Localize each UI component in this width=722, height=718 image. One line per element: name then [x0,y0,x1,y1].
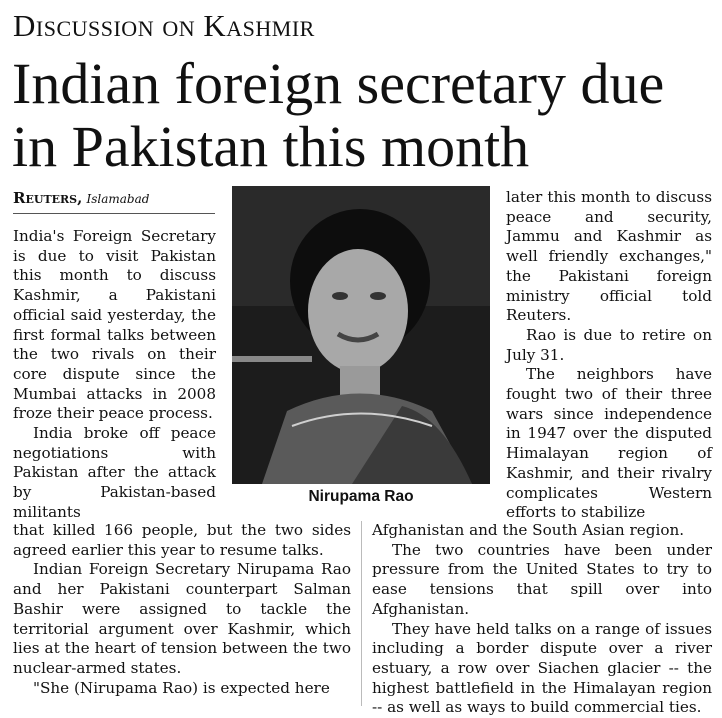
paragraph: "She (Nirupama Rao) is expected here [33,678,330,697]
paragraph: that killed 166 people, but the two sides agreed earlier this year to resume talks. [13,521,351,559]
paragraph: India's Foreign Secretary is due to visit Pakistan this month to discuss Kashmir, a Pakistani official said yesterday, the first formal talks between the two rivals on their core dispute since the Mumbai attacks in 2008 froze their peace process. [13,227,216,423]
article-column-bottom-right [372,521,712,718]
headline: Indian foreign secretary due in Pakistan this month [12,51,665,179]
article-column-bottom-left [13,521,351,698]
paragraph: later this month to discuss peace and security, Jammu and Kashmir as well friendly exchanges," the Pakistani foreign ministry official told Reuters. [506,188,712,325]
section-kicker: Discussion on Kashmir [13,8,315,43]
article-column-right [506,188,712,523]
byline [13,189,215,214]
column-divider [361,521,362,706]
paragraph: Rao is due to retire on July 31. [506,325,712,364]
paragraph: The neighbors have fought two of their three wars since independence in 1947 over the disputed Himalayan region of Kashmir, and their rivalry complicates Western efforts to stabilize [506,365,712,522]
byline-source: Reuters, [13,189,83,207]
paragraph: Afghanistan and the South Asian region. [372,521,685,539]
photo-caption: Nirupama Rao [308,488,414,505]
portrait-photo [232,186,490,484]
article-column-left [13,227,216,523]
paragraph: The two countries have been under pressure from the United States to try to ease tensions that spill over into Afghanistan. [372,540,712,618]
paragraph: India broke off peace negotiations with Pakistan after the attack by Pakistan-based militants [13,424,216,521]
paragraph: They have held talks on a range of issues including a border dispute over a river estuary, a row over Siachen glacier -- the highest battlefield in the Himalayan region -- as well as ways to build commercial ties. [372,619,712,717]
byline-location: Islamabad [86,192,150,206]
portrait-image [232,186,490,484]
paragraph: Indian Foreign Secretary Nirupama Rao and her Pakistani counterpart Salman Bashir were assigned to tackle the territorial argument over Kashmir, which lies at the heart of tension between the two nuclear-armed states. [13,560,351,677]
